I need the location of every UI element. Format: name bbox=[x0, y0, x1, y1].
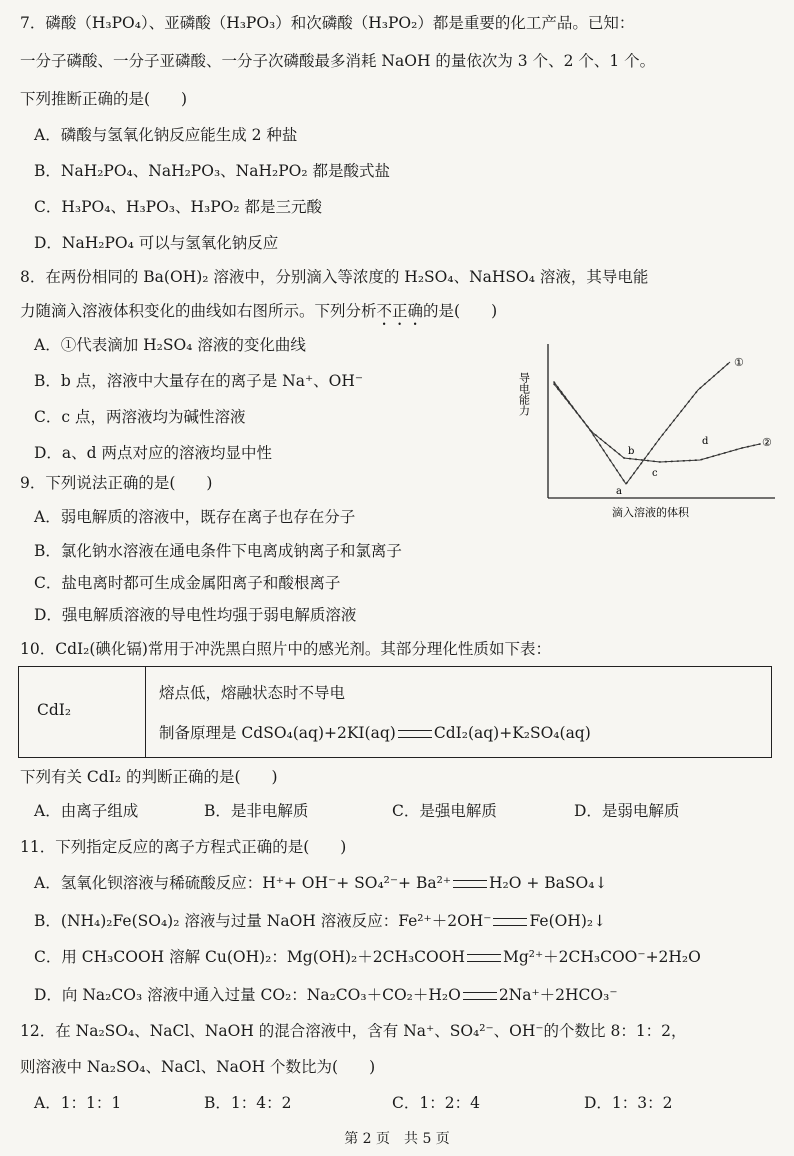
q11-stem: 11．下列指定反应的离子方程式正确的是( ) bbox=[20, 838, 347, 856]
q12-options bbox=[34, 1092, 774, 1114]
q10-property-table bbox=[18, 666, 772, 758]
q10-options bbox=[34, 800, 774, 822]
q7-option-a: A．磷酸与氢氧化钠反应能生成 2 种盐 bbox=[34, 126, 298, 144]
graph-curve-1-line bbox=[554, 362, 730, 484]
graph-curve-2-label: ② bbox=[762, 436, 772, 449]
q10-question: 下列有关 CdI₂ 的判断正确的是( ) bbox=[20, 768, 278, 786]
q8-option-c: C．c 点，两溶液均为碱性溶液 bbox=[34, 408, 246, 426]
graph-curve-1 bbox=[554, 362, 730, 484]
q8-conductivity-graph bbox=[517, 340, 780, 520]
graph-point-a: a bbox=[616, 486, 622, 497]
q10-stem: 10．CdI₂(碘化镉)常用于冲洗黑白照片中的感光剂。其部分理化性质如下表： bbox=[20, 640, 551, 658]
q9-option-a: A．弱电解质的溶液中，既存在离子也存在分子 bbox=[34, 508, 356, 526]
graph-point-c: c bbox=[652, 468, 658, 479]
table-head-cell: CdI₂ bbox=[19, 667, 146, 757]
q11-option-c: C．用 CH₃COOH 溶解 Cu(OH)₂：Mg(OH)₂＋2CH₃COOH Mg²⁺＋2CH₃COO⁻+2H₂O bbox=[34, 948, 701, 966]
q12-option-c: C．1：2：4 bbox=[392, 1094, 480, 1112]
q8-option-a: A．①代表滴加 H₂SO₄ 溶液的变化曲线 bbox=[34, 336, 306, 354]
graph-x-label: 滴入溶液的体积 bbox=[612, 506, 689, 519]
graph-point-d: d bbox=[702, 436, 709, 447]
q7-stem-line2: 一分子磷酸、一分子亚磷酸、一分子次磷酸最多消耗 NaOH 的量依次为 3 个、2 个、1 个。 bbox=[20, 52, 656, 70]
q12-stem-line1: 12．在 Na₂SO₄、NaCl、NaOH 的混合溶液中，含有 Na⁺、SO₄²⁻、OH⁻的个数比 8：1：2， bbox=[20, 1022, 687, 1040]
q8-stem-line2: 力随滴入溶液体积变化的曲线如右图所示。下列分析不正确的是( ) bbox=[20, 302, 498, 320]
q12-option-b: B．1：4：2 bbox=[204, 1094, 292, 1112]
q9-option-d: D．强电解质溶液的导电性均强于弱电解质溶液 bbox=[34, 606, 357, 624]
q10-option-c: C．是强电解质 bbox=[392, 802, 497, 820]
q11-option-a: A．氢氧化钡溶液与稀硫酸反应：H⁺+ OH⁻+ SO₄²⁻+ Ba²⁺ H₂O + BaSO₄↓ bbox=[34, 874, 608, 892]
q8-stem-line1: 8．在两份相同的 Ba(OH)₂ 溶液中，分别滴入等浓度的 H₂SO₄、NaHSO₄ 溶液，其导电能 bbox=[20, 268, 649, 286]
q9-option-b: B．氯化钠水溶液在通电条件下电离成钠离子和氯离子 bbox=[34, 542, 402, 560]
q7-option-c: C．H₃PO₄、H₃PO₃、H₃PO₂ 都是三元酸 bbox=[34, 198, 323, 216]
graph-point-b: b bbox=[628, 446, 635, 457]
q12-stem-line2: 则溶液中 Na₂SO₄、NaCl、NaOH 个数比为( ) bbox=[20, 1058, 376, 1076]
equals-sign bbox=[398, 730, 432, 738]
q12-option-d: D．1：3：2 bbox=[584, 1094, 673, 1112]
page-number: 第 2 页 共 5 页 bbox=[344, 1131, 450, 1147]
q7-option-b: B．NaH₂PO₄、NaH₂PO₃、NaH₂PO₂ 都是酸式盐 bbox=[34, 162, 390, 180]
q8-option-d: D．a、d 两点对应的溶液均显中性 bbox=[34, 444, 273, 462]
table-row-preparation: 制备原理是 CdSO₄(aq)+2KI(aq) CdI₂(aq)+K₂SO₄(aq) bbox=[159, 724, 591, 742]
q9-stem: 9．下列说法正确的是( ) bbox=[20, 474, 213, 492]
q10-option-d: D．是弱电解质 bbox=[574, 802, 680, 820]
q10-option-b: B．是非电解质 bbox=[204, 802, 309, 820]
graph-curve-2-line bbox=[554, 384, 760, 462]
graph-y-label: 导电能力 bbox=[517, 372, 531, 416]
q10-option-a: A．由离子组成 bbox=[34, 802, 139, 820]
q7-option-d: D．NaH₂PO₄ 可以与氢氧化钠反应 bbox=[34, 234, 279, 252]
q11-option-d: D．向 Na₂CO₃ 溶液中通入过量 CO₂：Na₂CO₃＋CO₂＋H₂O 2Na⁺＋2HCO₃⁻ bbox=[34, 986, 618, 1004]
q9-option-c: C．盐电离时都可生成金属阳离子和酸根离子 bbox=[34, 574, 341, 592]
q12-option-a: A．1：1：1 bbox=[34, 1094, 122, 1112]
table-row-property: 熔点低，熔融状态时不导电 bbox=[159, 684, 346, 702]
q7-stem-line3: 下列推断正确的是( ) bbox=[20, 90, 188, 108]
q8-emphasis-not-correct: 不正确 bbox=[376, 302, 424, 320]
q11-option-b: B．(NH₄)₂Fe(SO₄)₂ 溶液与过量 NaOH 溶液反应：Fe²⁺＋2OH⁻ Fe(OH)₂↓ bbox=[34, 912, 607, 930]
q7-stem-line1: 7．磷酸（H₃PO₄）、亚磷酸（H₃PO₃）和次磷酸（H₃PO₂）都是重要的化工产品。已知： bbox=[20, 14, 635, 32]
graph-curve-1-label: ① bbox=[734, 356, 744, 369]
q8-option-b: B．b 点，溶液中大量存在的离子是 Na⁺、OH⁻ bbox=[34, 372, 364, 390]
